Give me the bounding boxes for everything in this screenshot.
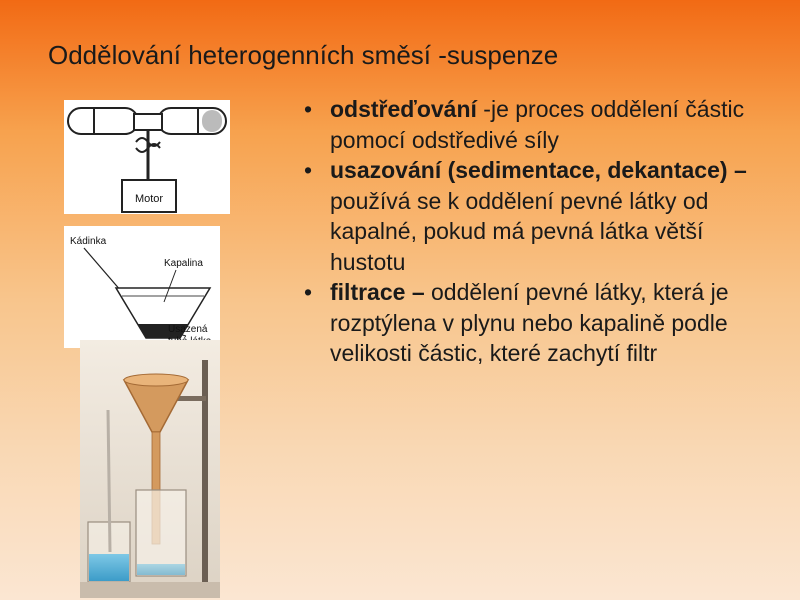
beaker-label: Kádinka	[70, 236, 107, 247]
bullet-dot: •	[304, 157, 313, 183]
bullet-text: -je proces oddělení částic pomocí odstředivé síly	[330, 96, 745, 153]
bullet-list	[300, 94, 780, 369]
bullet-dot: •	[304, 279, 313, 305]
liquid-label: Kapalina	[164, 258, 203, 269]
sedimentation-diagram	[64, 226, 220, 348]
centrifuge-diagram	[64, 100, 230, 214]
bullet-centrifugation	[300, 94, 780, 155]
bullet-dot: •	[304, 96, 313, 122]
bullet-term: odstřeďování	[330, 96, 477, 122]
motor-label: Motor	[134, 193, 164, 205]
filtration-photo	[80, 340, 220, 598]
bullet-text: používá se k oddělení pevné látky od kapalné, pokud má pevná látka větší hustotu	[330, 187, 709, 275]
bullet-sedimentation	[300, 155, 780, 277]
bullet-text: oddělení pevné látky, která je rozptýlena v plynu nebo kapalině podle velikosti částic, které zachytí filtr	[330, 279, 729, 366]
sediment-label-1: Usazená	[168, 324, 208, 335]
bullet-term: usazování (sedimentace, dekantace) –	[330, 157, 747, 183]
bullet-term: filtrace –	[330, 279, 425, 305]
bullet-filtration	[300, 277, 780, 369]
slide-title: Oddělování heterogenních směsí -suspenze	[48, 40, 559, 70]
